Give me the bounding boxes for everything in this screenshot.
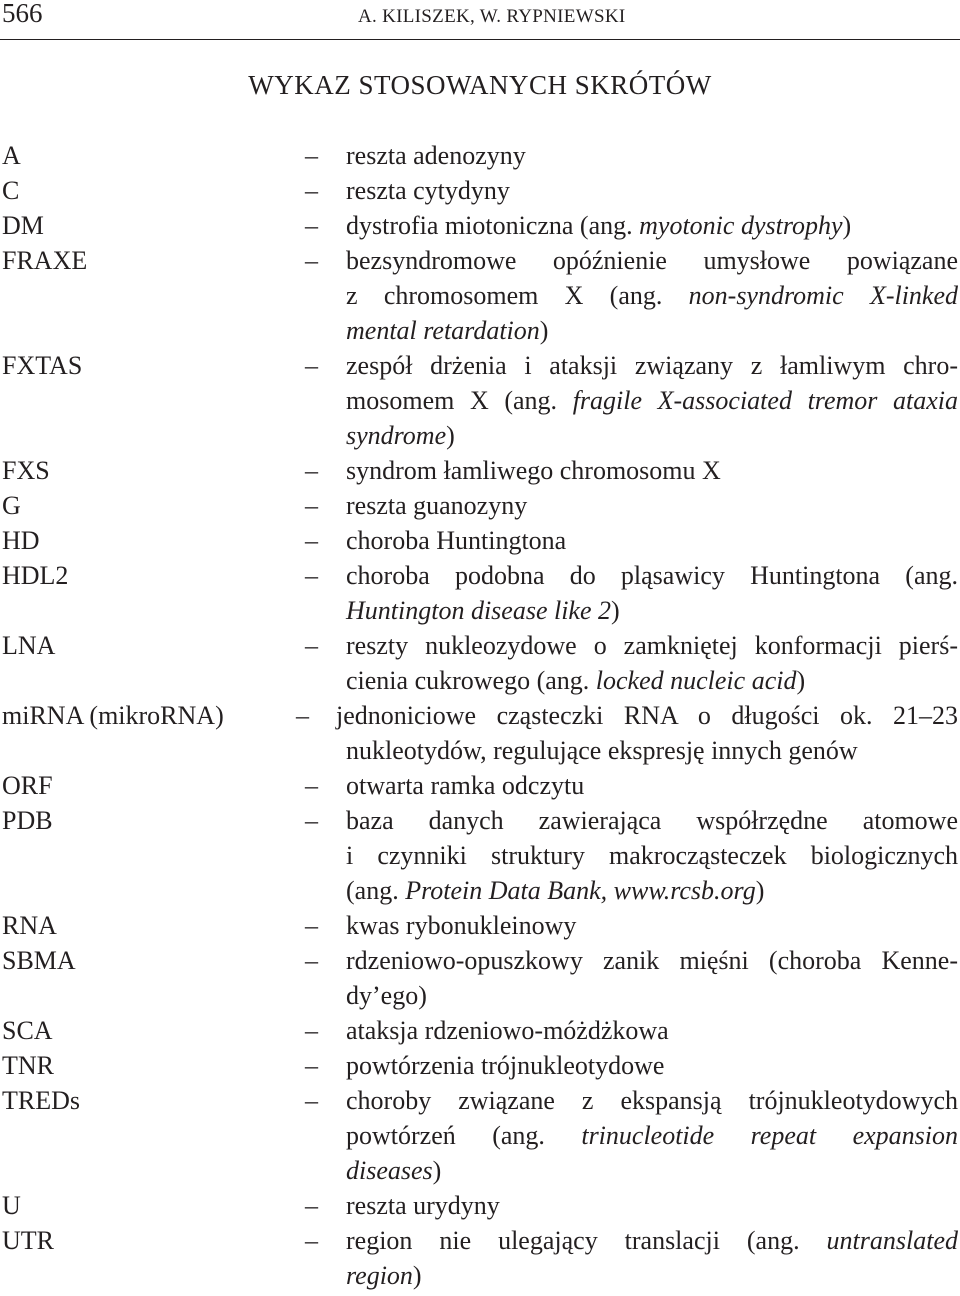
page-number: 566	[2, 0, 43, 28]
abbreviation-entry	[0, 1048, 960, 1083]
abbreviation-definition	[346, 908, 958, 943]
definition-text: nukleotydów, regulujące ekspresję innych genów	[346, 736, 858, 765]
definition-line	[346, 943, 958, 978]
abbreviation-definition	[346, 208, 958, 243]
definition-line	[346, 208, 958, 243]
definition-text: )	[432, 1156, 442, 1185]
definition-line	[346, 838, 958, 873]
abbreviation-entry	[0, 523, 960, 558]
definition-line	[346, 313, 958, 348]
running-head: A. KILISZEK, W. RYPNIEWSKI	[358, 6, 626, 27]
abbreviation-term: ORF	[2, 771, 53, 800]
abbreviation-definition	[346, 943, 958, 1013]
abbreviation-entry	[0, 768, 960, 803]
abbreviation-entry	[0, 698, 960, 768]
abbreviation-entry	[0, 208, 960, 243]
definition-dash: –	[305, 211, 318, 240]
definition-dash: –	[305, 1086, 318, 1115]
abbreviation-definition	[346, 173, 958, 208]
abbreviation-definition	[346, 348, 958, 453]
abbreviation-term: HDL2	[2, 561, 69, 590]
abbreviation-term: HD	[2, 526, 40, 555]
abbreviation-definition	[346, 243, 958, 348]
page-header	[0, 0, 960, 40]
definition-text: baza danych zawierająca współrzędne atomowe	[346, 806, 958, 835]
definition-italic-text: diseases	[346, 1156, 433, 1185]
definition-text: reszta cytydyny	[346, 176, 510, 205]
abbreviation-term: TNR	[2, 1051, 54, 1080]
definition-text: rdzeniowo-opuszkowy zanik mięśni (choroba Kenne-	[346, 946, 958, 975]
abbreviation-definition	[346, 1083, 958, 1188]
abbreviation-term: DM	[2, 211, 44, 240]
definition-dash: –	[305, 1226, 318, 1255]
abbreviation-term: miRNA (mikroRNA)	[2, 701, 224, 730]
definition-dash: –	[305, 631, 318, 660]
definition-text: region nie ulegający translacji (ang.	[346, 1226, 827, 1255]
definition-line	[346, 523, 958, 558]
definition-line	[346, 173, 958, 208]
definition-line	[346, 1188, 958, 1223]
definition-text: kwas rybonukleinowy	[346, 911, 577, 940]
definition-dash: –	[305, 491, 318, 520]
definition-dash: –	[305, 1051, 318, 1080]
abbreviation-term: G	[2, 491, 21, 520]
definition-italic-text: Protein Data Bank, www.rcsb.org	[405, 876, 756, 905]
definition-text: (ang.	[346, 876, 406, 905]
abbreviation-entry	[0, 943, 960, 1013]
abbreviation-entry	[0, 1188, 960, 1223]
abbreviation-definition	[346, 1188, 958, 1223]
definition-line	[346, 663, 958, 698]
definition-line	[336, 698, 958, 733]
definition-line	[346, 1153, 958, 1188]
abbreviation-definition	[346, 803, 958, 908]
abbreviation-definition	[346, 488, 958, 523]
definition-italic-text: Huntington disease like 2	[346, 596, 612, 625]
abbreviation-entry	[0, 173, 960, 208]
abbreviation-entry	[0, 558, 960, 628]
abbreviation-term: UTR	[2, 1226, 54, 1255]
definition-italic-text: non-syndromic X-linked	[688, 281, 959, 310]
definition-dash: –	[305, 176, 318, 205]
definition-line	[346, 628, 958, 663]
abbreviation-definition	[346, 138, 958, 173]
definition-italic-text: region	[346, 1261, 413, 1290]
abbreviation-entry	[0, 628, 960, 698]
definition-text: otwarta ramka odczytu	[346, 771, 585, 800]
definition-text: i czynniki struktury makrocząsteczek biologicznych	[346, 841, 958, 870]
definition-text: dy’ego)	[346, 981, 427, 1010]
definition-text: zespół drżenia i ataksji związany z łamliwym chro-	[346, 351, 958, 380]
definition-text: choroby związane z ekspansją trójnukleotydowych	[346, 1086, 958, 1115]
definition-line	[346, 243, 958, 278]
definition-italic-text: trinucleotide repeat expansion	[581, 1121, 958, 1150]
abbreviation-definition	[336, 698, 958, 768]
definition-dash: –	[305, 246, 318, 275]
abbreviation-definition	[346, 523, 958, 558]
definition-text: reszta guanozyny	[346, 491, 528, 520]
definition-italic-text: fragile X-associated tremor ataxia	[572, 386, 958, 415]
definition-line	[346, 383, 958, 418]
definition-text: )	[755, 876, 765, 905]
abbreviation-entry	[0, 348, 960, 453]
abbreviation-definition	[346, 558, 958, 628]
abbreviation-definition	[346, 1048, 958, 1083]
definition-line	[346, 873, 958, 908]
definition-line	[346, 803, 958, 838]
definition-text: cienia cukrowego (ang.	[346, 666, 596, 695]
definition-text: bezsyndromowe opóźnienie umysłowe powiązane	[346, 246, 958, 275]
abbreviation-term: U	[2, 1191, 21, 1220]
definition-line	[346, 1048, 958, 1083]
abbreviation-entry	[0, 453, 960, 488]
abbreviation-definition	[346, 768, 958, 803]
abbreviation-term: A	[2, 141, 21, 170]
definition-dash: –	[305, 1191, 318, 1220]
abbreviation-entry	[0, 1013, 960, 1048]
abbreviation-definition	[346, 1223, 958, 1293]
abbreviation-entry	[0, 803, 960, 908]
definition-line	[346, 1083, 958, 1118]
abbreviation-entry	[0, 488, 960, 523]
abbreviation-term: TREDs	[2, 1086, 80, 1115]
abbreviation-entry	[0, 1083, 960, 1188]
abbreviation-term: RNA	[2, 911, 57, 940]
definition-italic-text: mental retardation	[346, 316, 540, 345]
abbreviation-definition	[346, 628, 958, 698]
definition-text: reszta urydyny	[346, 1191, 500, 1220]
definition-dash: –	[305, 526, 318, 555]
abbreviation-term: SCA	[2, 1016, 53, 1045]
definition-dash: –	[305, 806, 318, 835]
definition-dash: –	[305, 1016, 318, 1045]
definition-text: reszta adenozyny	[346, 141, 526, 170]
abbreviation-definition	[346, 453, 958, 488]
definition-line	[346, 348, 958, 383]
abbreviation-entry	[0, 908, 960, 943]
definition-dash: –	[305, 946, 318, 975]
definition-text: ataksja rdzeniowo-móżdżkowa	[346, 1016, 669, 1045]
definition-dash: –	[305, 351, 318, 380]
abbreviation-term: FXS	[2, 456, 50, 485]
definition-text: syndrom łamliwego chromosomu X	[346, 456, 721, 485]
definition-line	[346, 418, 958, 453]
abbreviation-entry	[0, 138, 960, 173]
definition-text: z chromosomem X (ang.	[346, 281, 689, 310]
abbreviation-term: C	[2, 176, 20, 205]
definition-text: reszty nukleozydowe o zamkniętej konformacji pierś-	[346, 631, 958, 660]
definition-line	[346, 733, 958, 768]
definition-text: )	[842, 211, 852, 240]
abbreviation-entry	[0, 1223, 960, 1293]
abbreviation-term: FRAXE	[2, 246, 88, 275]
definition-line	[346, 908, 958, 943]
definition-line	[346, 768, 958, 803]
definition-text: dystrofia miotoniczna (ang.	[346, 211, 640, 240]
definition-line	[346, 138, 958, 173]
definition-line	[346, 1223, 958, 1258]
definition-text: )	[796, 666, 806, 695]
header-rule	[0, 39, 960, 40]
definition-line	[346, 1118, 958, 1153]
definition-line	[346, 1258, 958, 1293]
definition-dash: –	[305, 771, 318, 800]
definition-line	[346, 558, 958, 593]
page-title: WYKAZ STOSOWANYCH SKRÓTÓW	[248, 70, 712, 100]
definition-italic-text: myotonic dystrophy	[639, 211, 843, 240]
definition-italic-text: syndrome	[346, 421, 447, 450]
definition-line	[346, 1013, 958, 1048]
definition-line	[346, 278, 958, 313]
definition-italic-text: locked nucleic acid	[595, 666, 797, 695]
definition-dash: –	[305, 456, 318, 485]
definition-text: )	[446, 421, 455, 450]
abbreviation-term: LNA	[2, 631, 56, 660]
definition-text: choroba podobna do pląsawicy Huntingtona (ang.	[346, 561, 958, 590]
abbreviation-term: SBMA	[2, 946, 76, 975]
definition-line	[346, 593, 958, 628]
abbreviation-entry	[0, 243, 960, 348]
abbreviation-definition	[346, 1013, 958, 1048]
definition-text: powtórzeń (ang.	[346, 1121, 582, 1150]
abbreviation-term: PDB	[2, 806, 53, 835]
definition-text: mosomem X (ang.	[346, 386, 573, 415]
definition-dash: –	[305, 141, 318, 170]
definition-dash: –	[305, 561, 318, 590]
definition-line	[346, 978, 958, 1013]
definition-text: )	[539, 316, 549, 345]
definition-line	[346, 488, 958, 523]
definition-text: )	[412, 1261, 422, 1290]
definition-line	[346, 453, 958, 488]
definition-dash: –	[296, 701, 309, 730]
definition-italic-text: untranslated	[826, 1226, 958, 1255]
definition-text: )	[611, 596, 620, 625]
definition-text: powtórzenia trójnukleotydowe	[346, 1051, 665, 1080]
definition-text: choroba Huntingtona	[346, 526, 567, 555]
definition-text: jednoniciowe cząsteczki RNA o długości ok. 21–23	[336, 701, 958, 730]
abbreviation-list	[0, 138, 960, 1293]
definition-dash: –	[305, 911, 318, 940]
abbreviation-term: FXTAS	[2, 351, 83, 380]
